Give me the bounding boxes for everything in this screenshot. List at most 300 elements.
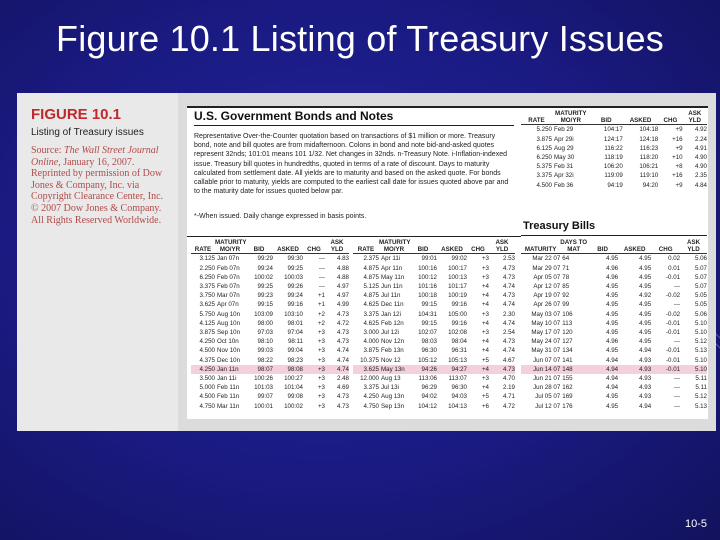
table-cell: 99:08	[287, 393, 303, 401]
table-cell: 99:24	[257, 264, 273, 272]
table-cell: -0.01	[666, 273, 681, 281]
table-cell: +3	[317, 393, 325, 401]
table-row	[521, 162, 707, 171]
section-rule	[187, 236, 521, 237]
table-cell: Mar 29 07	[532, 264, 561, 272]
table-cell: ---	[673, 393, 681, 401]
table-row	[353, 402, 515, 411]
col-header: RATE	[194, 246, 212, 254]
table-cell: +5	[481, 356, 489, 364]
table-cell: 5.250	[521, 125, 552, 135]
table-cell: 103:09	[254, 310, 273, 318]
col-header: RATE	[357, 246, 375, 254]
table-cell: May 31 07	[531, 347, 561, 355]
table-cell: 98:07	[245, 365, 273, 374]
table-cell: 106:20	[603, 163, 623, 171]
table-cell: 4.000	[363, 338, 379, 346]
table-cell: Feb 11n	[217, 393, 240, 401]
table-cell: ---	[318, 273, 325, 281]
table-cell: 176	[562, 402, 573, 410]
table-cell: 94:20	[642, 181, 659, 189]
table-cell: 134	[562, 347, 573, 355]
table-row	[353, 328, 515, 337]
table-cell: Jan 12i	[381, 310, 401, 318]
table-cell: 4.71	[502, 393, 515, 401]
table-cell: 4.88	[336, 264, 349, 272]
table-row	[191, 392, 349, 401]
table-cell: 12.000	[360, 375, 379, 383]
table-cell: 4.95	[639, 264, 652, 272]
table-cell: 4.67	[502, 356, 515, 364]
col-header: MATURITY MO/YR	[555, 110, 587, 125]
table-cell: 99:15	[421, 301, 437, 309]
table-cell: +3	[303, 365, 325, 374]
table-cell: 4.500	[199, 393, 215, 401]
table-cell: 71	[562, 264, 570, 272]
table-cell: 3.625	[353, 365, 379, 374]
table-cell: 113:07	[448, 375, 467, 383]
table-cell: Feb 12n	[381, 319, 404, 327]
table-cell: +3	[317, 338, 325, 346]
col-header: ASKED	[629, 117, 652, 125]
col-header: BID	[417, 246, 429, 254]
table-cell: May 24 07	[531, 338, 561, 346]
table-cell: +3	[467, 254, 489, 264]
table-cell: 99:23	[257, 292, 273, 300]
table-cell: Apr 05 07	[533, 273, 561, 281]
col-header: MATURITY	[524, 246, 557, 254]
table-cell: 6.125	[536, 144, 552, 152]
table-row	[191, 383, 349, 392]
table-cell: 4.95	[587, 254, 618, 264]
table-row	[191, 365, 349, 374]
col-header: DAYS TO MAT	[560, 239, 588, 254]
table-cell: 98:10	[257, 338, 273, 346]
table-row	[521, 402, 707, 411]
table-row	[191, 328, 349, 337]
table-cell: 5.05	[694, 292, 707, 300]
table-row	[521, 153, 707, 162]
table-cell: 78	[562, 273, 570, 281]
table-cell: -0.02	[666, 292, 681, 300]
table-cell: +3	[481, 264, 489, 272]
table-cell: 141	[562, 356, 573, 364]
table-cell: 4.250	[199, 338, 215, 346]
table-cell: 4.72	[336, 319, 349, 327]
table-cell: +4	[481, 384, 489, 392]
table-cell: 162	[562, 384, 573, 392]
table-row	[353, 264, 515, 273]
table-cell: Jul 11n	[381, 292, 401, 300]
table-cell: +8	[675, 163, 683, 171]
table-cell: 99:16	[451, 319, 467, 327]
top-rule	[187, 106, 708, 108]
table-cell: 4.74	[336, 347, 349, 355]
table-cell: Jun 21 07	[533, 375, 561, 383]
table-cell: May 17 07	[531, 329, 561, 337]
table-cell: 100:01	[254, 402, 273, 410]
table-cell: 118:19	[604, 154, 623, 162]
table-cell: 5.06	[694, 310, 707, 318]
table-cell: 119:09	[604, 172, 623, 180]
table-cell: -0.01	[651, 365, 680, 374]
table-cell: -0.01	[666, 347, 681, 355]
table-cell: +3	[317, 384, 325, 392]
table-cell: 99:25	[257, 283, 273, 291]
table-cell: 99:02	[437, 254, 467, 264]
table-cell: 101:17	[448, 283, 467, 291]
table-cell: -0.01	[666, 319, 681, 327]
table-row	[353, 273, 515, 282]
table-cell: +4	[481, 283, 489, 291]
table-cell: 4.92	[683, 125, 707, 135]
table-cell: 99:30	[273, 254, 303, 264]
table-cell: +2	[317, 310, 325, 318]
table-cell: Jul 13i	[381, 384, 399, 392]
table-cell: 104:17	[590, 125, 623, 135]
table-cell: 3.750	[199, 292, 215, 300]
table-cell: 3.875	[363, 347, 379, 355]
bills-table	[521, 239, 707, 411]
table-cell: 100:26	[254, 375, 273, 383]
table-cell: 100:17	[448, 264, 467, 272]
table-cell: ---	[673, 384, 681, 392]
table-row	[191, 291, 349, 300]
table-cell: 104:13	[448, 402, 467, 410]
table-row	[521, 346, 707, 355]
table-cell: 2.19	[502, 384, 515, 392]
table-cell: +3	[481, 310, 489, 318]
table-cell: +10	[672, 154, 683, 162]
table-cell: Oct 10n	[217, 338, 239, 346]
table-cell: 100:02	[254, 273, 273, 281]
table-cell: 4.73	[336, 310, 349, 318]
table-cell: Jan 07n	[215, 254, 245, 264]
table-cell: -0.02	[666, 310, 681, 318]
table-row	[521, 135, 707, 144]
table-cell: 2.30	[502, 310, 515, 318]
table-cell: ---	[318, 283, 325, 291]
table-cell: 98:01	[287, 319, 303, 327]
table-cell: 100:12	[418, 273, 437, 281]
table-row	[191, 264, 349, 273]
table-cell: +3	[317, 329, 325, 337]
table-cell: May 30	[553, 154, 575, 162]
table-cell: Nov 12n	[381, 338, 405, 346]
intro-text: Representative Over-the-Counter quotation based on transactions of $1 million or more. Treasury bond, note and bill quotes are from midafternoon. Colons in bond and note bid-and-asked quotes represent 32nds; 101:01 means 101 1/32. Net changes in 32nds. n-Treasury Note. i-Inflation-indexed issue. Treasury bill quotes in hundredths, quoted in terms of a rate of discount. Days to maturity calculated from settlement date. All yields are to maturity and based on the asked quote. For bonds callable prior to maturity, yields are computed to the earliest call date for issues quoted above par and to the maturity date for issues quoted below par.	[194, 133, 509, 196]
table-cell: 100:02	[284, 402, 303, 410]
table-cell: 4.250	[363, 393, 379, 401]
table-cell: 5.06	[680, 254, 707, 264]
table-cell: 4.96	[606, 264, 619, 272]
table-cell: Apr 26 07	[533, 301, 561, 309]
col-header: CHG	[471, 246, 485, 254]
table-cell: 4.69	[336, 384, 349, 392]
table-cell: 99:04	[287, 347, 303, 355]
table-row	[191, 402, 349, 411]
table-cell: Feb 13n	[381, 347, 404, 355]
table-cell: 127	[562, 338, 573, 346]
figure-caption-panel	[17, 93, 178, 431]
table-cell: Mar 07n	[217, 292, 240, 300]
table-row	[521, 319, 707, 328]
table-row	[521, 254, 707, 264]
table-row	[521, 282, 707, 291]
notes-table-1	[191, 239, 349, 411]
table-cell: 5.11	[695, 384, 707, 392]
table-cell: 4.94	[606, 384, 619, 392]
table-cell: +9	[675, 181, 683, 189]
table-cell: 5.10	[694, 356, 707, 364]
table-cell: Apr 19 07	[533, 292, 561, 300]
table-cell: 4.93	[639, 375, 652, 383]
table-cell: 0.01	[668, 264, 681, 272]
table-cell: 4.97	[336, 292, 349, 300]
table-cell: 98:23	[287, 356, 303, 364]
col-header: MATURITY MO/YR	[215, 239, 247, 254]
table-cell: Apr 32i	[553, 172, 574, 180]
figure-image	[17, 93, 716, 431]
table-cell: Feb 31	[553, 163, 574, 171]
table-cell: 124:18	[639, 135, 659, 143]
col-header: RATE	[528, 117, 545, 125]
table-cell: 5.125	[363, 283, 379, 291]
table-row	[191, 337, 349, 346]
table-cell: 4.97	[336, 283, 349, 291]
table-row	[191, 300, 349, 309]
table-row	[191, 356, 349, 365]
table-cell: 4.73	[502, 338, 515, 346]
table-cell: +3	[317, 356, 325, 364]
table-cell: 2.54	[502, 329, 515, 337]
treasury-listing-panel	[187, 106, 708, 419]
table-row	[521, 181, 707, 190]
table-cell: +4	[481, 292, 489, 300]
table-cell: 4.95	[618, 254, 651, 264]
table-cell: 96:30	[421, 347, 437, 355]
table-cell: +3	[481, 375, 489, 383]
col-header: ASK YLD	[330, 239, 344, 254]
table-cell: 4.93	[639, 356, 652, 364]
table-row	[353, 356, 515, 365]
table-cell: 4.95	[606, 301, 619, 309]
table-row	[521, 264, 707, 273]
table-cell: Feb 36	[553, 181, 574, 189]
table-cell: 99:07	[257, 393, 273, 401]
table-cell: May 13n	[379, 365, 409, 374]
table-cell: 4.125	[199, 319, 215, 327]
table-cell: 92	[562, 292, 570, 300]
table-cell: 101:03	[254, 384, 273, 392]
table-cell: 105:00	[448, 310, 467, 318]
table-cell: 96:29	[421, 384, 437, 392]
table-cell: Aug 29	[553, 144, 574, 152]
table-cell: May 10 07	[531, 319, 561, 327]
table-cell: 4.95	[606, 319, 619, 327]
table-cell: 4.91	[694, 144, 707, 152]
table-row	[521, 328, 707, 337]
table-cell: 4.95	[606, 402, 619, 410]
table-cell: Aug 13n	[381, 393, 405, 401]
table-cell: Aug 10n	[217, 319, 241, 327]
table-cell: 4.74	[325, 365, 349, 374]
table-cell: 4.750	[199, 402, 215, 410]
table-cell: +2	[317, 319, 325, 327]
table-cell: 99:15	[257, 301, 273, 309]
source-prefix: Source:	[31, 145, 65, 156]
table-cell: 4.84	[694, 181, 707, 189]
table-cell: 4.95	[639, 283, 652, 291]
table-row	[191, 310, 349, 319]
table-cell: 4.73	[502, 292, 515, 300]
table-cell: 101:16	[418, 283, 437, 291]
table-cell: 3.875	[536, 135, 552, 143]
table-cell: +3	[317, 347, 325, 355]
table-cell: 100:27	[284, 375, 303, 383]
table-cell: 94:19	[607, 181, 623, 189]
table-cell: 10.375	[360, 356, 379, 364]
table-cell: +3	[481, 273, 489, 281]
table-row	[521, 300, 707, 309]
table-cell: 5.13	[694, 347, 707, 355]
footnote-text: *-When issued. Daily change expressed in basis points.	[194, 213, 367, 220]
figure-label: FIGURE 10.1	[31, 106, 122, 123]
table-cell: 4.73	[336, 329, 349, 337]
table-cell: 4.94	[639, 347, 652, 355]
bonds-notes-title: U.S. Government Bonds and Notes	[194, 109, 394, 123]
table-row	[521, 337, 707, 346]
table-cell: +3	[317, 375, 325, 383]
table-cell: -0.01	[666, 356, 681, 364]
table-cell: 3.500	[199, 375, 215, 383]
table-cell: 94:26	[409, 365, 437, 374]
table-cell: Jun 11n	[381, 283, 403, 291]
table-cell: 4.95	[639, 301, 652, 309]
table-cell: 4.96	[606, 273, 619, 281]
table-row	[521, 144, 707, 153]
table-cell: Feb 11n	[217, 384, 240, 392]
table-cell: 4.90	[694, 154, 707, 162]
table-cell: 4.93	[618, 365, 651, 374]
table-row	[521, 125, 707, 135]
col-header: ASKED	[441, 246, 463, 254]
table-cell: 97:03	[257, 329, 273, 337]
table-cell: 98:03	[421, 338, 437, 346]
table-cell: 5.750	[199, 310, 215, 318]
table-row	[521, 365, 707, 374]
table-cell: 5.07	[694, 264, 707, 272]
table-row	[353, 365, 515, 374]
table-cell: 99:25	[287, 264, 303, 272]
table-cell: 4.90	[694, 163, 707, 171]
table-cell: 4.95	[639, 338, 652, 346]
table-cell: 120	[562, 329, 573, 337]
table-cell: May 03 07	[531, 310, 561, 318]
table-cell: 4.95	[606, 292, 619, 300]
table-cell: ---	[673, 338, 681, 346]
table-cell: 4.72	[502, 402, 515, 410]
col-header: ASK YLD	[687, 239, 701, 254]
table-cell: +3	[481, 329, 489, 337]
table-cell: 5.05	[694, 301, 707, 309]
table-row	[353, 291, 515, 300]
table-cell: Jun 07 07	[533, 356, 561, 364]
table-cell: 4.250	[191, 365, 215, 374]
bills-title-underline	[521, 235, 707, 236]
table-cell: Jan 11i	[217, 375, 237, 383]
table-cell: ---	[318, 264, 325, 272]
table-row	[191, 273, 349, 282]
table-cell: May 11n	[381, 273, 405, 281]
table-cell: Aug 10n	[217, 310, 241, 318]
table-cell: 96:31	[451, 347, 467, 355]
table-row	[521, 273, 707, 282]
table-row	[191, 319, 349, 328]
table-cell: 4.625	[363, 319, 379, 327]
table-cell: 3.625	[199, 301, 215, 309]
col-header: ASKED	[277, 246, 299, 254]
table-cell: +9	[658, 125, 682, 135]
table-cell: 98:04	[451, 338, 467, 346]
table-cell: 116:23	[639, 144, 659, 152]
col-header: CHG	[663, 117, 678, 125]
table-cell: Mar 11n	[217, 402, 240, 410]
table-cell: 5.12	[694, 338, 707, 346]
table-cell: 4.95	[606, 347, 619, 355]
col-header: ASK YLD	[688, 110, 702, 125]
table-cell: 99:29	[245, 254, 273, 264]
table-cell: Dec 11n	[381, 301, 404, 309]
table-cell: Feb 07n	[217, 283, 240, 291]
table-cell: 105:13	[448, 356, 467, 364]
table-cell: 98:00	[257, 319, 273, 327]
table-cell: 4.500	[199, 347, 215, 355]
table-cell: 102:07	[418, 329, 437, 337]
table-cell: 98:22	[257, 356, 273, 364]
table-cell: Mar 22 07	[521, 254, 560, 264]
table-cell: 4.94	[606, 375, 619, 383]
table-cell: +4	[481, 347, 489, 355]
table-cell: 5.375	[536, 163, 552, 171]
table-cell: 98:11	[287, 338, 303, 346]
table-cell: 94:27	[437, 365, 467, 374]
table-cell: 104:31	[418, 310, 437, 318]
table-cell: ---	[673, 402, 681, 410]
table-row	[353, 319, 515, 328]
table-row	[521, 392, 707, 401]
table-cell: 100:13	[448, 273, 467, 281]
table-cell: Jun 28 07	[533, 384, 561, 392]
table-cell: 100:18	[418, 292, 437, 300]
table-cell: 102:08	[448, 329, 467, 337]
table-cell: 124:17	[603, 135, 623, 143]
table-row	[353, 337, 515, 346]
table-cell: 99:24	[287, 292, 303, 300]
table-cell: 4.94	[606, 356, 619, 364]
table-cell: 4.92	[639, 292, 652, 300]
table-cell: Feb 07n	[217, 273, 240, 281]
col-header: ASKED	[623, 246, 646, 254]
table-cell: 100:19	[448, 292, 467, 300]
table-cell: +6	[481, 402, 489, 410]
table-cell: 4.95	[639, 329, 652, 337]
table-cell: Apr 29i	[553, 135, 574, 143]
table-cell: 4.95	[606, 310, 619, 318]
table-cell: 101:04	[284, 384, 303, 392]
table-cell: 64	[560, 254, 587, 264]
table-row	[521, 374, 707, 383]
table-row	[521, 383, 707, 392]
